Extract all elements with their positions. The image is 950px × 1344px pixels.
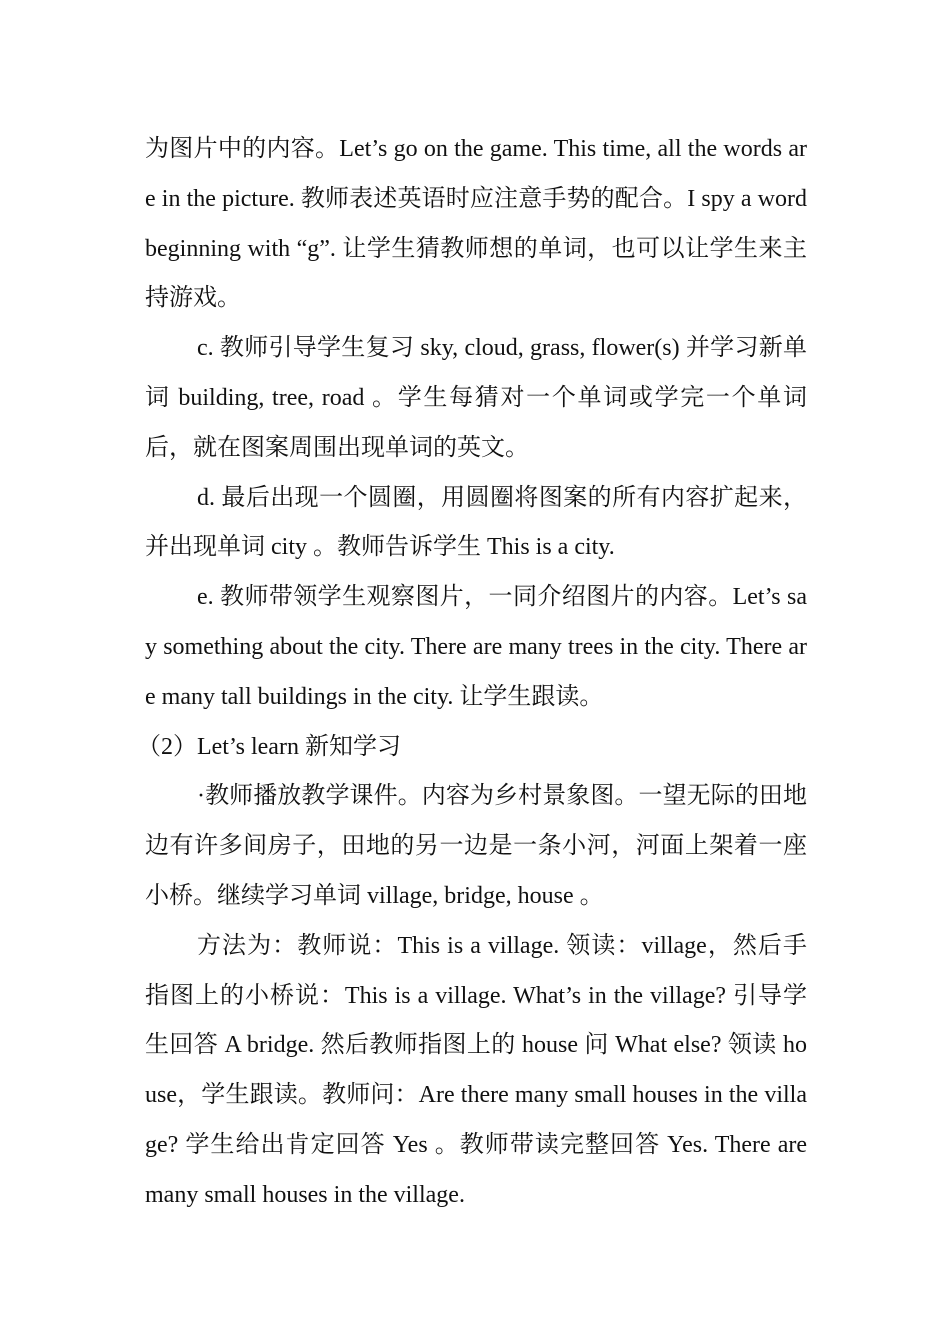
paragraph-village-courseware: ·教师播放教学课件。内容为乡村景象图。一望无际的田地边有许多间房子，田地的另一边是一条小河，河面上架着一座小桥。继续学习单词 village, bridge, house 。 <box>145 783 807 909</box>
paragraph-step-e: e. 教师带领学生观察图片，一同介绍图片的内容。Let’s say something about the city. There are many trees in the city. There are many tall buildings in the city. 让学生跟读。 <box>145 584 807 710</box>
paragraph-step-c: c. 教师引导学生复习 sky, cloud, grass, flower(s) 并学习新单词 building, tree, road 。学生每猜对一个单词或学完一个单词后，就在图案周围出现单词的英文。 <box>145 335 807 461</box>
section-heading-lets-learn: （2）Let’s learn 新知学习 <box>137 733 401 760</box>
document-page <box>137 125 807 1221</box>
paragraph-game-intro: 为图片中的内容。Let’s go on the game. This time, all the words are in the picture. 教师表述英语时应注意手势的配合。I spy a word beginning with “g”. 让学生猜教师想的单词，也可以让学生来主持游戏。 <box>145 136 807 312</box>
paragraph-step-d: d. 最后出现一个圆圈，用圆圈将图案的所有内容扩起来，并出现单词 city 。教师告诉学生 This is a city. <box>145 484 807 561</box>
paragraph-method: 方法为：教师说：This is a village. 领读：village，然后手指图上的小桥说：This is a village. What’s in the village? 引导学生回答 A bridge. 然后教师指图上的 house 问 What else? 领读 house，学生跟读。教师问：Are there many small houses in the village? 学生给出肯定回答 Yes 。教师带读完整回答 Yes. There are many small houses in the village. <box>145 932 807 1208</box>
